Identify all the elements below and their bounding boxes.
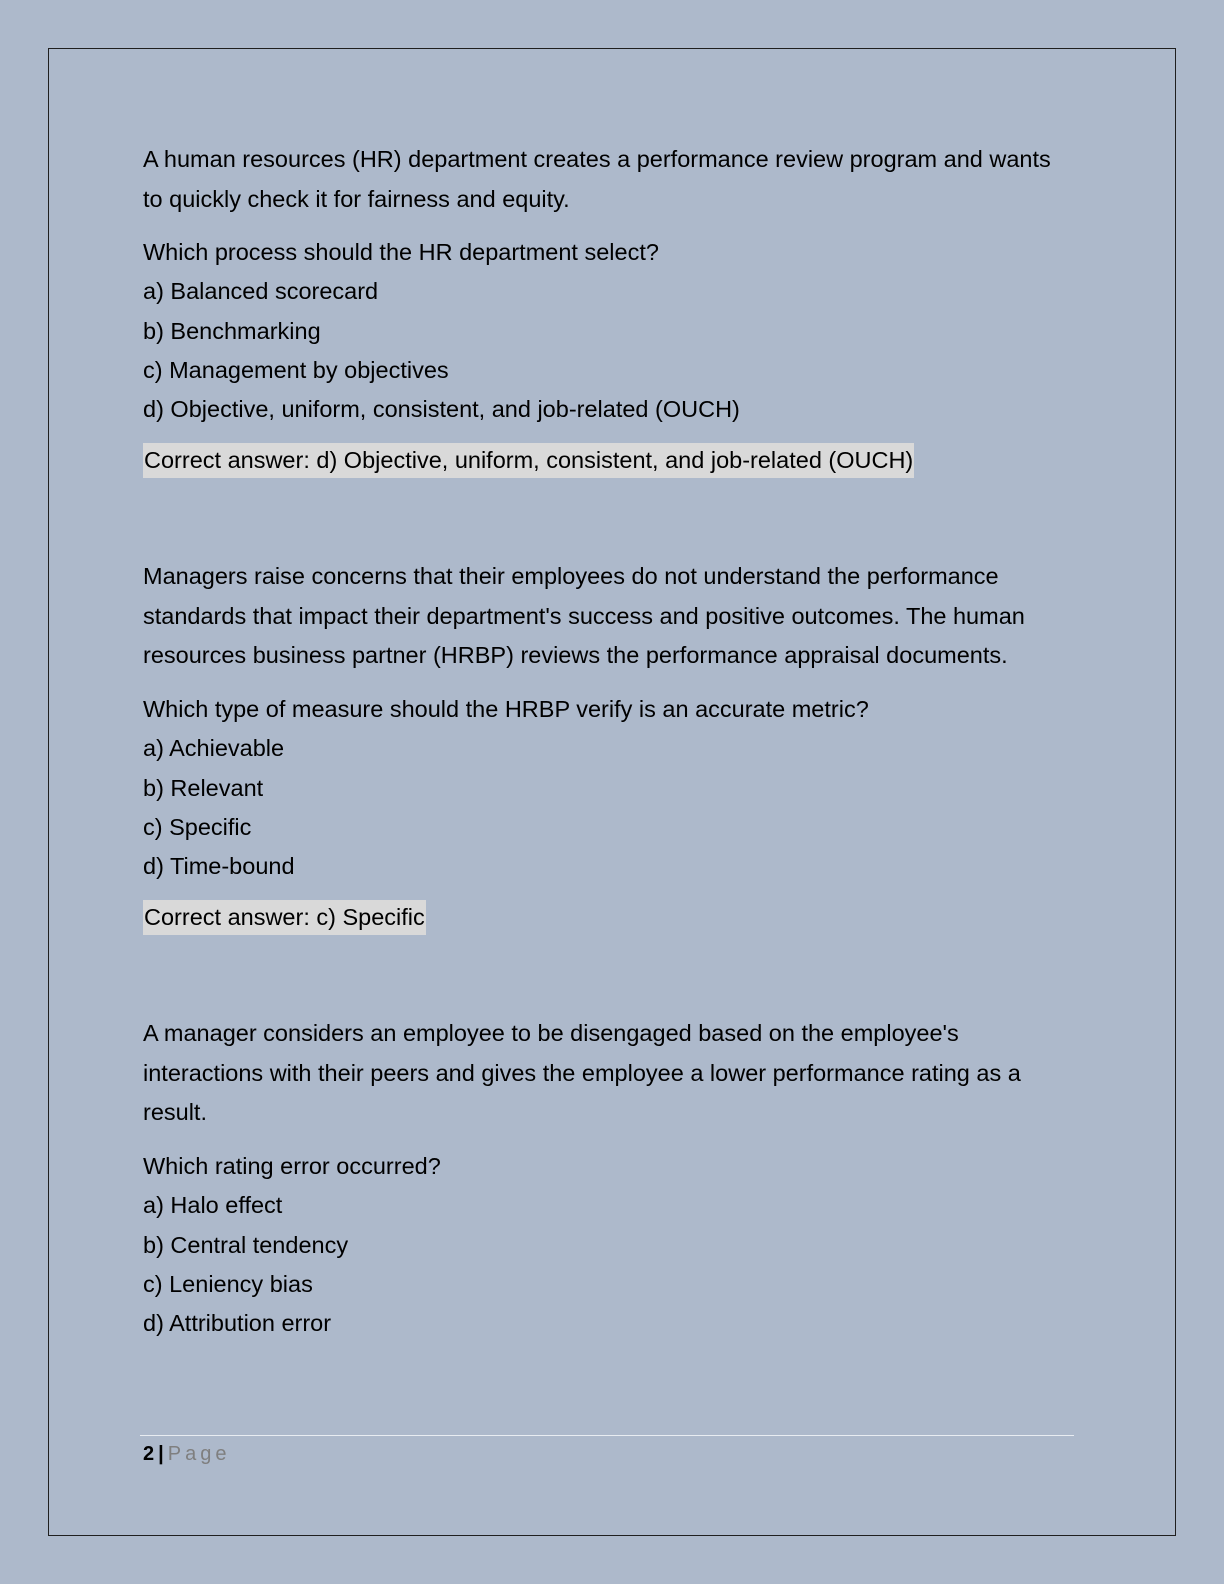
question-1-prompt: Which process should the HR department select? <box>143 239 659 265</box>
footer-divider <box>140 1435 1074 1436</box>
page-footer <box>143 1440 230 1468</box>
document-body <box>143 140 1073 1343</box>
question-2-option-d: d) Time-bound <box>143 853 295 880</box>
question-1-stem: A human resources (HR) department creates a performance review program and wants to quickly check it for fairness and equity. <box>143 146 1051 212</box>
question-3-option-d: d) Attribution error <box>143 1310 332 1337</box>
question-2-option-a: a) Achievable <box>143 735 285 762</box>
question-1-correct-answer: Correct answer: d) Objective, uniform, consistent, and job-related (OUCH) <box>143 443 914 478</box>
page-separator: | <box>158 1443 164 1465</box>
question-1-option-b: b) Benchmarking <box>143 317 321 344</box>
question-2-option-b: b) Relevant <box>143 774 264 801</box>
question-2-option-c: c) Specific <box>143 813 252 840</box>
page-label: Page <box>167 1443 231 1465</box>
page-number: 2 <box>143 1443 155 1465</box>
question-3-option-c: c) Leniency bias <box>143 1270 313 1297</box>
question-1-option-a: a) Balanced scorecard <box>143 278 379 305</box>
question-1-option-d: d) Objective, uniform, consistent, and job-related (OUCH) <box>143 396 740 423</box>
question-1-option-c: c) Management by objectives <box>143 356 449 383</box>
question-2-prompt: Which type of measure should the HRBP verify is an accurate metric? <box>143 695 869 722</box>
question-3-option-b: b) Central tendency <box>143 1231 349 1258</box>
question-3-stem: A manager considers an employee to be disengaged based on the employee's interactions with their peers and gives the employee a lower performance rating as a result. <box>143 1020 1021 1126</box>
question-2-stem: Managers raise concerns that their employees do not understand the performance standards that impact their department's success and positive outcomes. The human resources business partner (HRBP) reviews the performance appraisal documents. <box>143 563 1025 669</box>
question-2-correct-answer: Correct answer: c) Specific <box>143 900 426 935</box>
question-3-prompt: Which rating error occurred? <box>143 1152 441 1179</box>
question-3-option-a: a) Halo effect <box>143 1192 283 1219</box>
question-2 <box>143 557 1073 938</box>
question-3 <box>143 1014 1073 1343</box>
question-1 <box>143 140 1073 481</box>
